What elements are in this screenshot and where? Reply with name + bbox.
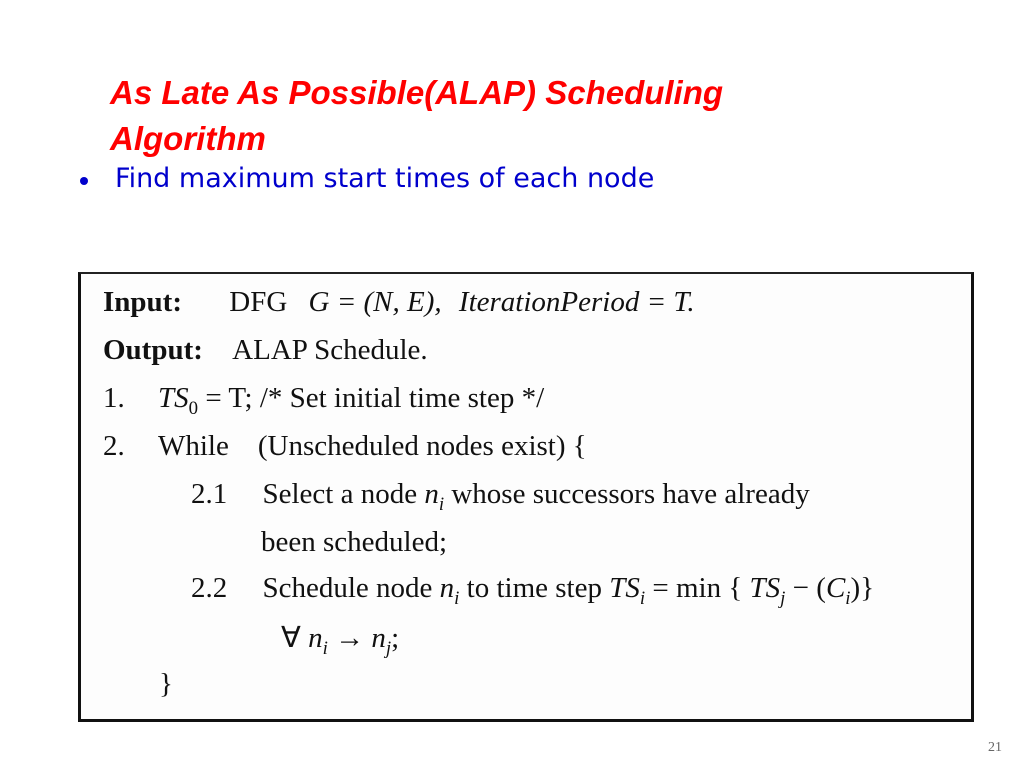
step-1-number: 1. xyxy=(103,382,125,414)
step-2-2-c: = min { xyxy=(645,572,750,604)
step-2-2-b: to time step xyxy=(459,572,610,604)
slide-title xyxy=(110,70,910,162)
step-2 xyxy=(103,430,587,463)
step-2-text: While (Unscheduled nodes exist) { xyxy=(158,430,587,462)
step-2-1-a: Select a node xyxy=(262,478,425,510)
step-2-2-ts: TS xyxy=(609,572,640,604)
step-2-2-n: n xyxy=(439,572,455,604)
input-graph: G = (N, E), xyxy=(308,286,442,318)
step-1-ts: TS xyxy=(158,382,189,414)
step-1 xyxy=(103,382,544,420)
input-line xyxy=(103,286,695,319)
input-period: IterationPeriod = T. xyxy=(458,286,695,318)
step-1-ts-sub: 0 xyxy=(188,397,199,419)
step-1-rest: = T; /* Set initial time step */ xyxy=(198,382,545,414)
algorithm-box xyxy=(78,272,974,722)
step-2-2-c2: C xyxy=(825,572,846,604)
input-label: Input: xyxy=(103,286,182,318)
bullet-dot-icon xyxy=(80,177,88,185)
step-2-1 xyxy=(191,478,810,516)
step-2-1-continuation: been scheduled; xyxy=(261,526,448,558)
output-line xyxy=(103,334,428,367)
step-2-2-continuation xyxy=(281,620,399,660)
n-j: n xyxy=(371,622,386,654)
step-2-number: 2. xyxy=(103,430,125,462)
step-2-2-a: Schedule node xyxy=(262,572,440,604)
step-2-1-n-sub: i xyxy=(438,493,445,515)
n-i-sub: i xyxy=(322,637,328,659)
output-label: Output: xyxy=(103,334,203,366)
step-2-2 xyxy=(191,572,874,610)
step-2-2-number: 2.2 xyxy=(191,572,228,604)
step-2-2-d: − ( xyxy=(785,572,826,604)
step-2-2-tsj-sub: j xyxy=(780,587,786,609)
n-i: n xyxy=(308,622,323,654)
bullet-text: Find maximum start times of each node xyxy=(115,163,655,194)
step-2-1-b: whose successors have already xyxy=(444,478,810,510)
title-line-2: Algorithm xyxy=(110,120,266,157)
bullet-item xyxy=(80,163,654,194)
step-2-2-n-sub: i xyxy=(454,587,460,609)
step-2-2-e: )} xyxy=(850,572,875,604)
close-brace: } xyxy=(159,668,173,700)
step-2-1-n: n xyxy=(424,478,439,510)
slide-number: 21 xyxy=(988,740,1002,755)
forall-symbol: ∀ xyxy=(281,622,309,654)
step-2-1-number: 2.1 xyxy=(191,478,228,510)
n-j-sub: j xyxy=(385,637,392,659)
step-2-2-tsj: TS xyxy=(749,572,781,604)
output-text: ALAP Schedule. xyxy=(232,334,428,366)
title-line-1: As Late As Possible(ALAP) Scheduling xyxy=(110,74,724,111)
step-2-2-c2-sub: i xyxy=(845,587,851,609)
semicolon: ; xyxy=(391,622,400,654)
step-2-2-ts-sub: i xyxy=(639,587,646,609)
arrow-symbol: → xyxy=(327,622,372,654)
input-dfg: DFG xyxy=(229,286,288,318)
